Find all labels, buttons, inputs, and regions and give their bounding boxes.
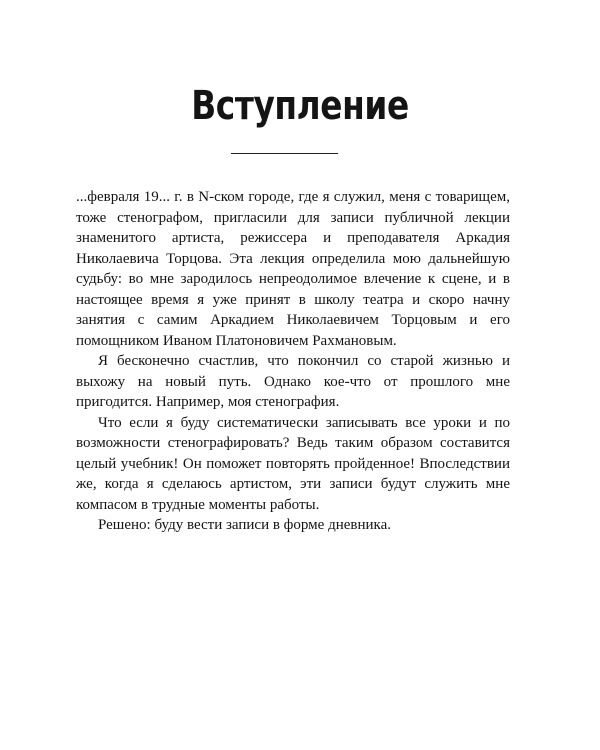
title-divider [231,153,338,154]
chapter-title: Вступление [191,83,409,129]
body-text [76,187,510,536]
paragraph-1: ...февраля 19... г. в N-ском городе, где я служил, меня с товарищем, тоже стенографом, пригласили для записи публичной лекции знаменитого артиста, режиссера и преподавателя Аркадия Николаевича Торцова. Эта лекция определила мою дальнейшую судьбу: во мне зародилось непреодолимое влечение к сцене, и в настоящее время я уже принят в школу театра и скоро начну занятия с самим Аркадием Николаевичем Торцовым и его помощником Иваном Платоновичем Рахмановым. [76,189,510,349]
paragraph-3: Что если я буду систематически записывать все уроки и по возможности стенографировать? Ведь таким образом составится целый учебник! Он поможет повторять пройденное! Впоследствии же, когда я сделаюсь артистом, эти записи будут служить мне компасом в трудные моменты работы. [76,414,510,513]
paragraph-2: Я бесконечно счастлив, что покончил со старой жизнью и выхожу на новый путь. Однако кое-что от прошлого мне пригодится. Например, моя стенография. [76,353,510,410]
paragraph-4: Решено: буду вести записи в форме дневника. [98,517,391,533]
